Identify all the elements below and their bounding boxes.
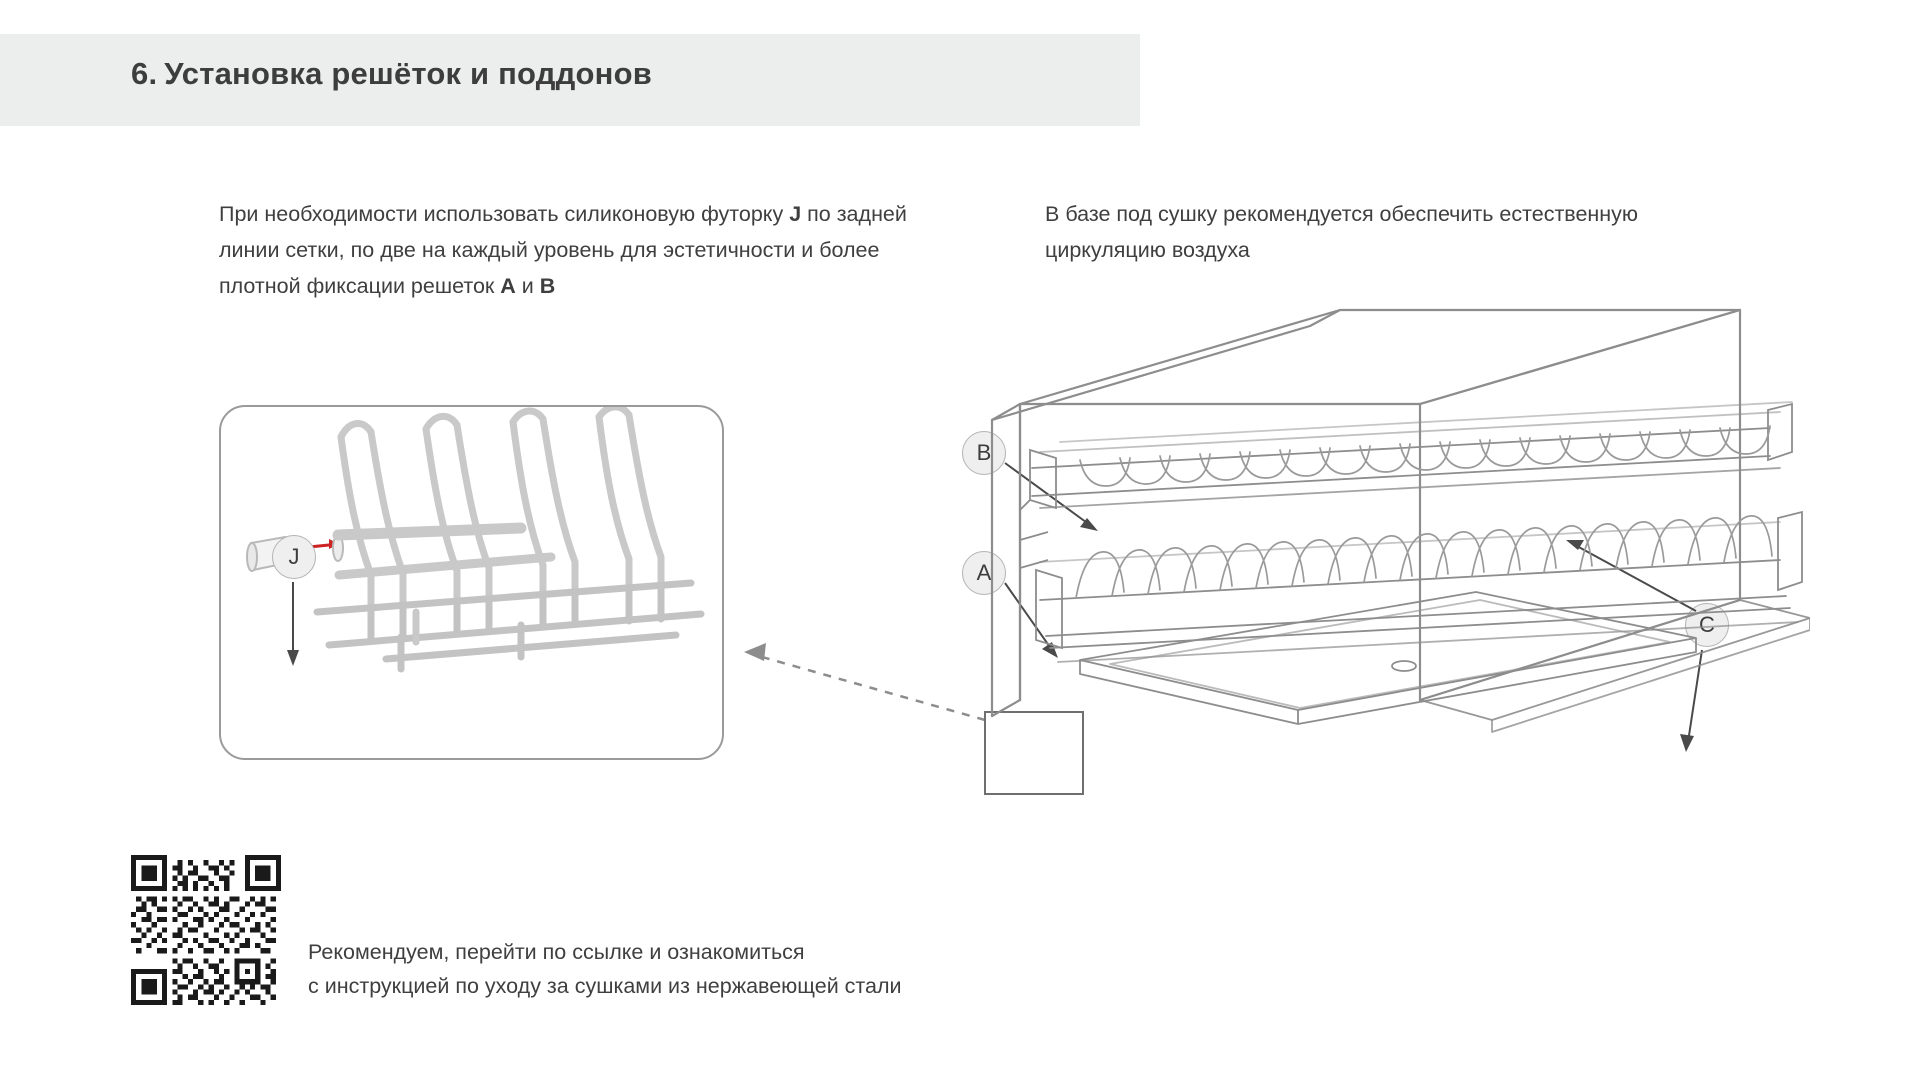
- cabinet-illustration: [980, 300, 1810, 820]
- callout-c-label: C: [1699, 612, 1715, 637]
- detail-callout-box: [219, 405, 724, 760]
- qr-code[interactable]: [131, 855, 281, 1005]
- ref-b: B: [539, 274, 556, 298]
- qr-description-line-1: Рекомендуем, перейти по ссылке и ознакомиться: [308, 940, 805, 964]
- paragraph-left-text-3: и: [515, 274, 540, 298]
- ref-a: A: [500, 274, 516, 298]
- paragraph-right: В базе под сушку рекомендуется обеспечить естественную циркуляцию воздуха: [1045, 202, 1639, 262]
- paragraph-left-text-1: При необходимости использовать силиконовую футорку: [219, 202, 790, 226]
- callout-j: [272, 535, 316, 579]
- qr-description-line-2: с инструкцией по уходу за сушками из нержавеющей стали: [308, 974, 902, 998]
- callout-b-label: B: [976, 440, 992, 465]
- ref-j: J: [789, 202, 802, 226]
- callout-j-label: J: [288, 544, 300, 569]
- callout-a-label: A: [976, 560, 992, 585]
- paragraph-left: [219, 196, 909, 304]
- qr-description: [308, 935, 1158, 1003]
- paragraph-left-text-2: по задней линии сетки, по две на каждый уровень для эстетичности и более плотной фиксации решеток: [219, 202, 907, 298]
- section-title: Установка решёток и поддонов: [164, 56, 652, 91]
- detail-illustration: [221, 407, 724, 760]
- page-title: [131, 56, 652, 92]
- section-number: 6.: [131, 56, 158, 91]
- qr-code-icon: [131, 855, 281, 1005]
